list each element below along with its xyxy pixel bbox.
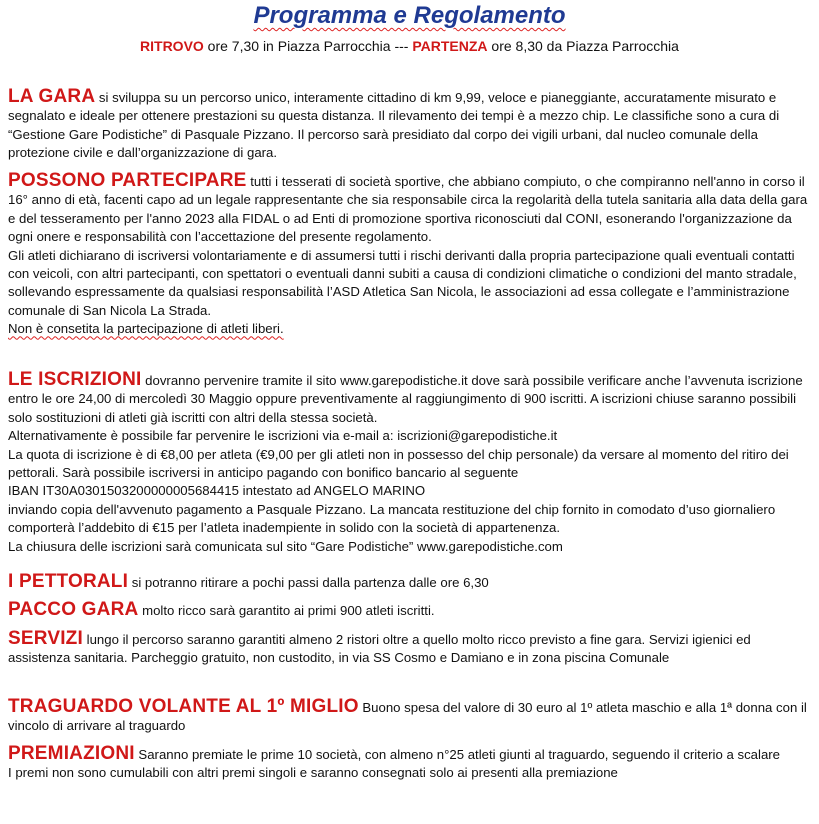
body-servizi: lungo il percorso saranno garantiti almeno 2 ristori oltre a quello molto ricco previsto a fine gara. Servizi igienici ed assistenza sanitaria. Parcheggio gratuito, non custodito, in via SS Cosmo e Damiano e in zona piscina Comunale [8,632,751,666]
iscrizioni-payment: inviando copia dell'avvenuto pagamento a Pasquale Pizzano. La mancata restituzione del chip fornito in comodato d’uso giornaliero comporterà l’addebito di €15 per l’atleta inadempiente in solido con la società di appartenenza. [8,501,776,536]
section-pettorali [8,573,808,592]
section-possono-partecipare [8,172,808,339]
heading-premiazioni: PREMIAZIONI [8,743,135,764]
section-le-iscrizioni [8,371,808,556]
body-pacco-gara: molto ricco sarà garantito ai primi 900 atleti iscritti. [138,603,435,618]
partenza-text: ore 8,30 da Piazza Parrocchia [487,38,679,54]
ritrovo-text: ore 7,30 in Piazza Parrocchia --- [203,38,413,54]
body-possono-partecipare: tutti i tesserati di società sportive, che abbiano compiuto, o che compiranno nell'anno in corso il 16° anno di età, facenti capo ad un legale rappresentante che sia responsabile circa la regolarità della tutela sanitaria alla data della gara e del tesseramento per l'anno 2023 alla FIDAL o ad Enti di promozione sportiva riconosciuti dal CONI, esonerando l'organizzazione da ogni onere e responsabilità con l’accettazione del presente regolamento. [8,174,808,245]
partecipare-note: Non è consetita la partecipazione di atleti liberi. [8,321,284,337]
body-pettorali: si potranno ritirare a pochi passi dalla partenza dalle ore 6,30 [128,575,489,590]
premiazioni-note: I premi non sono cumulabili con altri premi singoli e saranno consegnati solo ai presenti alla premiazione [8,765,618,781]
heading-le-iscrizioni: LE ISCRIZIONI [8,369,142,390]
heading-traguardo-volante: TRAGUARDO VOLANTE AL 1º MIGLIO [8,696,359,717]
heading-pacco-gara: PACCO GARA [8,599,139,620]
body-premiazioni: Saranno premiate le prime 10 società, con almeno n°25 atleti giunti al traguardo, seguendo il criterio a scalare [134,747,781,762]
document-title: Programma e Regolamento [253,2,566,29]
section-traguardo-volante [8,698,808,736]
section-pacco-gara [8,601,808,620]
iscrizioni-email: Alternativamente è possibile far pervenire le iscrizioni via e-mail a: iscrizioni@garepodistiche.it [8,428,558,444]
ritrovo-label: RITROVO [140,38,204,54]
body-le-iscrizioni: dovranno pervenire tramite il sito www.garepodistiche.it dove sarà possibile verificare anche l’avvenuta iscrizione entro le ore 24,00 di mercoledì 30 Maggio oppure preventivamente al raggiungimento di 900 iscritti. A iscrizioni chiuse saranno possibili solo sostituzioni di atleti già iscritti con altri della stessa società. [8,373,803,425]
partenza-label: PARTENZA [412,38,488,54]
iscrizioni-closing: La chiusura delle iscrizioni sarà comunicata sul sito “Gare Podistiche” www.garepodistiche.com [8,538,563,554]
section-premiazioni [8,745,808,783]
heading-possono-partecipare: POSSONO PARTECIPARE [8,170,247,191]
heading-la-gara: LA GARA [8,86,96,107]
body-la-gara: si sviluppa su un percorso unico, interamente cittadino di km 9,99, veloce e pianeggiante, accuratamente misurato e segnalato e ideale per ottenere prestazioni su questa distanza. Il rilevamento dei tempi è a mezzo chip. Le classifiche sono a cura di “Gestione Gare Podistiche” di Pasquale Pizzano. Il percorso sarà presidiato dal corpo dei vigili urbani, dal nucleo comunale della protezione civile e dall’organizzazione di gara. [8,90,780,161]
partecipare-liability: Gli atleti dichiarano di iscriversi volontariamente e di assumersi tutti i rischi derivanti dalla propria partecipazione quali eventuali contatti con veicoli, con altri partecipanti, con spettatori o eventuali danni subiti a causa di condizioni climatiche o condizioni del manto stradale, sollevando espressamente da qualsiasi responsabilità l’ASD Atletica San Nicola, le associazioni ad essa collegate e l’amministrazione comunale di San Nicola La Strada. [8,247,797,318]
iscrizioni-iban: IBAN IT30A0301503200000005684415 intestato ad ANGELO MARINO [8,483,426,499]
section-la-gara [8,88,808,163]
body-traguardo-volante: Buono spesa del valore di 30 euro al 1º atleta maschio e alla 1ª donna con il vincolo di arrivare al traguardo [8,700,807,734]
iscrizioni-fee: La quota di iscrizione è di €8,00 per atleta (€9,00 per gli atleti non in possesso del chip personale) da versare al momento del ritiro dei pettorali. Sarà possibile iscriversi in anticipo pagando con bonifico bancario al seguente [8,446,789,481]
section-servizi [8,630,808,668]
meeting-info [0,38,819,54]
heading-pettorali: I PETTORALI [8,571,129,592]
heading-servizi: SERVIZI [8,628,83,649]
